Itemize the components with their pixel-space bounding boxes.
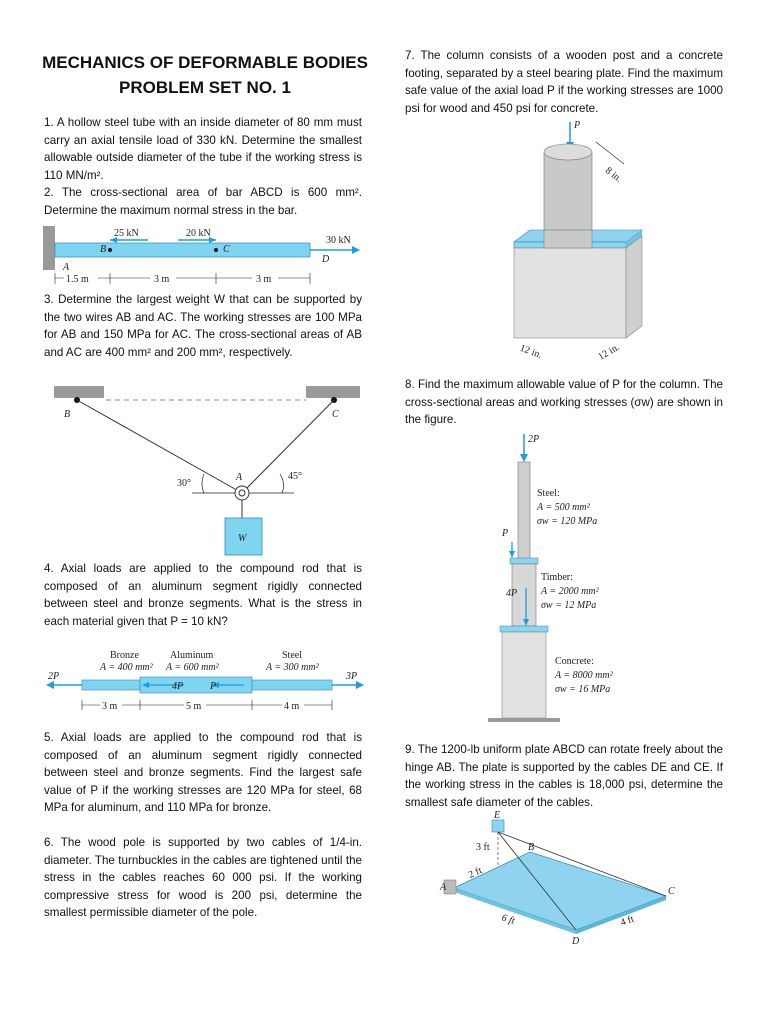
dim-5m: 5 m [186, 701, 202, 712]
label-30kn: 30 kN [326, 235, 351, 246]
label-bronze: Bronze [110, 650, 139, 661]
concrete-stress: σw = 16 MPa [555, 684, 611, 695]
figure-plate-cables [436, 810, 686, 950]
dim-3m-b: 3 m [256, 274, 272, 285]
figure-bar-abcd [40, 226, 365, 292]
timber-label: Timber: [541, 572, 573, 583]
point-a: A [236, 472, 243, 483]
load-4p: 4P [506, 588, 518, 599]
load-2p: 2P [528, 434, 540, 445]
problem-8: 8. Find the maximum allowable value of P for the column. The cross-sectional areas and working stresses (σw) are shown in the figure. [405, 378, 723, 427]
dim-3ft: 3 ft [476, 842, 490, 853]
label-aluminum-area: A = 600 mm² [166, 662, 219, 673]
concrete-footing [514, 248, 626, 338]
point-a: A [63, 262, 70, 273]
dim-8in: 8 in. [602, 165, 624, 185]
point-c: C [668, 886, 675, 897]
page-title [40, 50, 370, 100]
point-c: C [223, 244, 230, 255]
label-25kn: 25 kN [114, 228, 139, 239]
point-e: E [494, 810, 501, 821]
bronze-segment [82, 680, 140, 690]
figure-column-footing [500, 118, 645, 368]
problem-4: 4. Axial loads are applied to the compound rod that is composed of an aluminum segment rigidly connected between steel and bronze segments. What is the stress in each material given that P = 10 kN? [44, 562, 362, 628]
bar [55, 243, 310, 257]
figure-stacked-column [480, 430, 660, 738]
title-line-1: MECHANICS OF DEFORMABLE BODIES [42, 53, 368, 72]
point-b: B [528, 842, 535, 853]
problem-9: 9. The 1200-lb uniform plate ABCD can rotate freely about the hinge AB. The plate is supported by the cables DE and CE. If the working stress in the cables is 18,000 psi, determine the smallest safe diameter of the cables. [405, 743, 723, 809]
dim-4m: 4 m [284, 701, 300, 712]
label-steel-area: A = 300 mm² [266, 662, 319, 673]
steel-segment [252, 680, 332, 690]
problem-3: 3. Determine the largest weight W that can be supported by the two wires AB and AC. The working stresses are 100 MPa for AB and 150 MPa for AC. The cross-sectional areas of AB and AC are 400 mm² and 200 mm², respectively. [44, 293, 362, 359]
point-c: C [332, 409, 339, 420]
problem-2: 2. The cross-sectional area of bar ABCD is 600 mm². Determine the maximum normal stress in the bar. [44, 186, 362, 217]
figure-wires [44, 380, 364, 560]
point-b: B [64, 409, 71, 420]
wall-support [43, 226, 55, 270]
point-b: B [100, 244, 107, 255]
plate-abcd [454, 852, 666, 930]
ceiling-left [54, 386, 104, 398]
concrete-label: Concrete: [555, 656, 594, 667]
label-bronze-area: A = 400 mm² [100, 662, 153, 673]
dim-12in-b: 12 in. [596, 341, 622, 363]
dim-1-5m: 1.5 m [66, 274, 89, 285]
dim-3m-a: 3 m [154, 274, 170, 285]
title-line-2: PROBLEM SET NO. 1 [119, 78, 291, 97]
concrete-segment [502, 632, 546, 718]
steel-stress: σw = 120 MPa [537, 516, 598, 527]
wire-ab [77, 400, 242, 493]
timber-stress: σw = 12 MPa [541, 600, 597, 611]
point-d: D [322, 254, 330, 265]
label-2p: 2P [48, 671, 60, 682]
steel-area: A = 500 mm² [537, 502, 590, 513]
label-20kn: 20 kN [186, 228, 211, 239]
dim-12in-a: 12 in. [518, 342, 544, 361]
label-p: P [210, 681, 217, 692]
point-a: A [440, 882, 447, 893]
load-p: P [574, 120, 581, 131]
label-4p: 4P [172, 681, 184, 692]
point-d: D [572, 936, 580, 947]
label-aluminum: Aluminum [170, 650, 214, 661]
angle-30: 30° [177, 478, 191, 489]
steel-label: Steel: [537, 488, 560, 499]
steel-segment [518, 462, 530, 560]
timber-area: A = 2000 mm² [541, 586, 599, 597]
angle-45: 45° [288, 471, 302, 482]
dim-4ft: 4 ft [618, 913, 636, 929]
problem-7: 7. The column consists of a wooden post and a concrete footing, separated by a steel bearing plate. Find the maximum safe value of the axial load P if the working stresses are 1000 psi for wood and 450 psi for concrete. [405, 49, 723, 115]
load-p: P [502, 528, 509, 539]
dim-6ft: 6 ft [500, 912, 516, 927]
problem-6: 6. The wood pole is supported by two cables of 1/4-in. diameter. The turnbuckles in the cables are tightened until the stress in the cables reaches 60 000 psi. If the working compressive stress for wood is 200 psi, determine the smallest permissible diameter of the pole. [44, 836, 362, 920]
problem-1: 1. A hollow steel tube with an inside diameter of 80 mm must carry an axial tensile load of 330 kN. Determine the smallest allowable outside diameter of the tube if the working stress is 110 MN/m². [44, 116, 362, 182]
weight-label: W [238, 533, 247, 544]
dim-3m: 3 m [102, 701, 118, 712]
figure-compound-rod [44, 648, 366, 716]
concrete-area: A = 8000 mm² [555, 670, 613, 681]
dim-2ft: 2 ft [466, 865, 484, 881]
ceiling-right [306, 386, 360, 398]
problem-5: 5. Axial loads are applied to the compound rod that is composed of an aluminum segment rigidly connected between steel and bronze segments. Find the largest safe value of P if the working stresses are 120 MPa for steel, 68 MPa for aluminum, and 110 MPa for bronze. [44, 731, 362, 815]
label-3p: 3P [346, 671, 358, 682]
label-steel: Steel [282, 650, 302, 661]
